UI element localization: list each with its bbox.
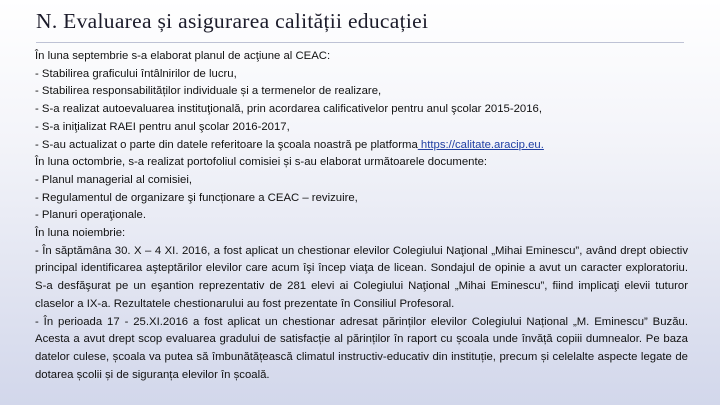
- title-divider: [36, 42, 684, 43]
- list-item: - S-a iniţializat RAEI pentru anul şcolar 2016-2017,: [35, 120, 290, 133]
- list-item: - Planuri operaţionale.: [35, 209, 146, 222]
- list-item: - Stabilirea responsabilităților individuale și a termenelor de realizare,: [35, 85, 382, 98]
- platform-text: - S-au actualizat o parte din datele referitoare la şcoala noastră pe platforma: [35, 138, 418, 151]
- slide-body: [35, 48, 688, 384]
- list-item: - Planul managerial al comisiei,: [35, 173, 192, 186]
- paragraph-october-intro: În luna octombrie, s-a realizat portofoliul comisiei și s-au elaborat următoarele documente:: [35, 156, 488, 169]
- paragraph-student-survey: - În săptămâna 30. X – 4 XI. 2016, a fost aplicat un chestionar elevilor Colegiului Naţional „Mihai Eminescu”, având drept obiectiv principal identificarea aşteptărilor elevilor care acum îşi încep viaţa de licean. Sondajul de opinie a avut un caracter exploratoriu. S-a desfăşurat pe un eşantion reprezentativ de 281 elevi ai Colegiului Naţional „Mihai Eminescu”, fiind implicaţi elevii tuturor claselor a IX-a. Rezultatele chestionarului au fost prezentate în Consiliul Profesoral.: [35, 244, 688, 310]
- paragraph-parent-survey: - În perioada 17 - 25.XI.2016 a fost aplicat un chestionar adresat părinților elevilor Colegiului Național „M. Eminescu” Buzău. Acesta a avut drept scop evaluarea gradului de satisfacție al părinților în raport cu școala unde învăță copiii dumnealor. Pe baza datelor culese, școala va putea să îmbunătățească climatul instructiv-educativ din instituție, precum și celelalte aspecte legate de dotarea școlii și de siguranța elevilor în școală.: [35, 315, 688, 381]
- slide-title: N. Evaluarea și asigurarea calității educației: [36, 9, 429, 33]
- list-item: - Stabilirea graficului întâlnirilor de lucru,: [35, 67, 237, 80]
- list-item: - Regulamentul de organizare şi funcționare a CEAC – revizuire,: [35, 191, 358, 204]
- paragraph-november-intro: În luna noiembrie:: [35, 227, 126, 240]
- platform-link[interactable]: https://calitate.aracip.eu.: [417, 138, 544, 151]
- paragraph-september-intro: În luna septembrie s-a elaborat planul de acţiune al CEAC:: [35, 50, 331, 62]
- list-item-platform: [35, 137, 688, 155]
- list-item: - S-a realizat autoevaluarea instituţională, prin acordarea calificativelor pentru anul şcolar 2015-2016,: [35, 103, 542, 116]
